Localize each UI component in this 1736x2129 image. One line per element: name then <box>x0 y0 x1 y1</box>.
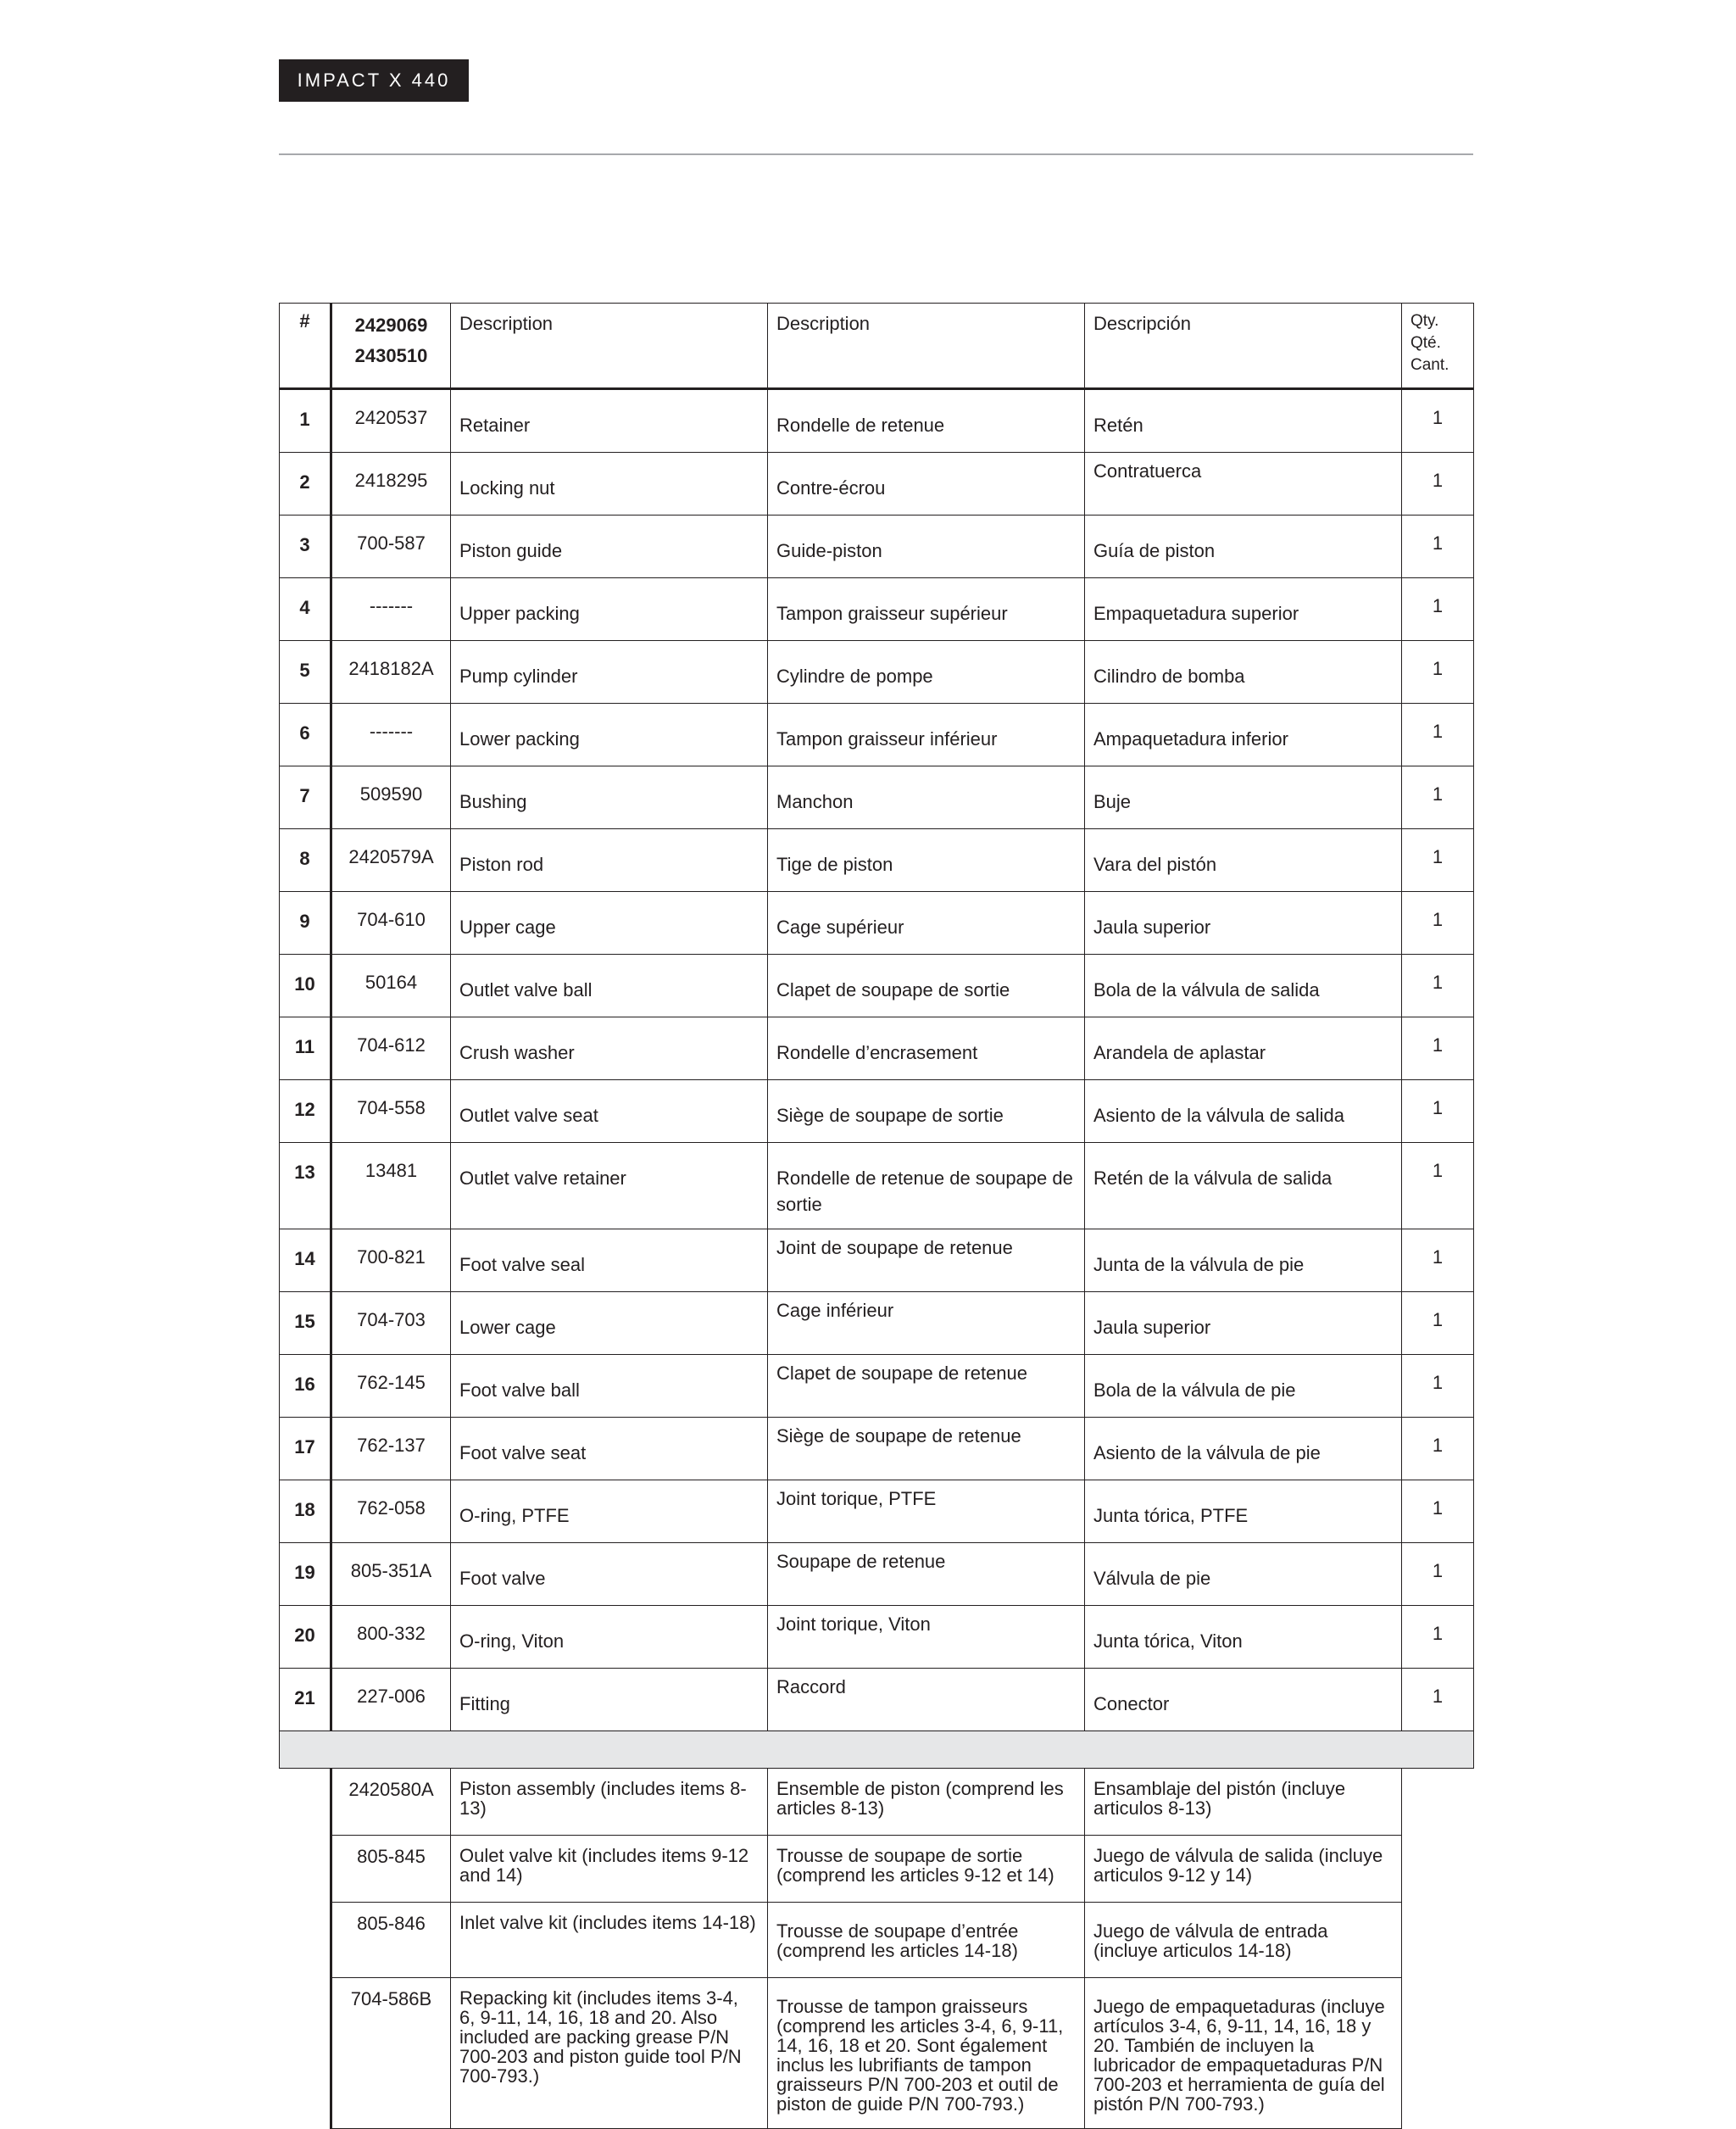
table-row <box>280 829 1474 892</box>
part-number: 762-137 <box>331 1418 451 1480</box>
description-en: O-ring, Viton <box>451 1606 768 1669</box>
part-number: ------- <box>331 578 451 641</box>
part-number: 2420579A <box>331 829 451 892</box>
part-number: 2418182A <box>331 641 451 704</box>
item-number: 16 <box>280 1355 331 1418</box>
description-es: Jaula superior <box>1085 1292 1402 1355</box>
description-fr: Guide-piston <box>768 516 1085 578</box>
separator-band <box>280 1731 1474 1769</box>
description-fr: Clapet de soupape de retenue <box>768 1355 1085 1418</box>
table-row <box>280 389 1474 453</box>
quantity: 1 <box>1402 1143 1474 1229</box>
kit-description-fr: Trousse de soupape d’entrée (comprend les articles 14-18) <box>768 1903 1085 1978</box>
table-row <box>280 516 1474 578</box>
kit-description-es: Ensamblaje del pistón (incluye articulos 8-13) <box>1085 1769 1402 1836</box>
kit-description-en: Inlet valve kit (includes items 14-18) <box>451 1903 768 1978</box>
kit-part-number: 805-846 <box>331 1903 451 1978</box>
item-number: 1 <box>280 389 331 453</box>
part-number: 800-332 <box>331 1606 451 1669</box>
brand-logo: IMPACT X 440 <box>279 59 469 102</box>
parts-table <box>279 303 1474 2129</box>
table-row <box>280 1543 1474 1606</box>
item-number: 12 <box>280 1080 331 1143</box>
part-number: 509590 <box>331 766 451 829</box>
table-row <box>280 766 1474 829</box>
description-en: Retainer <box>451 389 768 453</box>
part-number: 50164 <box>331 955 451 1017</box>
item-number: 20 <box>280 1606 331 1669</box>
table-row <box>280 1355 1474 1418</box>
kit-number-blank <box>280 1769 331 1836</box>
description-fr: Cage inférieur <box>768 1292 1085 1355</box>
description-en: Foot valve seal <box>451 1229 768 1292</box>
description-es: Guía de piston <box>1085 516 1402 578</box>
item-number: 7 <box>280 766 331 829</box>
kit-row <box>280 1903 1474 1978</box>
quantity: 1 <box>1402 1543 1474 1606</box>
description-es: Conector <box>1085 1669 1402 1731</box>
table-row <box>280 1017 1474 1080</box>
kit-description-es: Juego de válvula de salida (incluye articulos 9-12 y 14) <box>1085 1836 1402 1903</box>
table-row <box>280 1669 1474 1731</box>
part-number: 2418295 <box>331 453 451 516</box>
part-number: 704-612 <box>331 1017 451 1080</box>
item-number: 13 <box>280 1143 331 1229</box>
description-es: Junta de la válvula de pie <box>1085 1229 1402 1292</box>
description-fr: Tampon graisseur supérieur <box>768 578 1085 641</box>
part-number: 762-145 <box>331 1355 451 1418</box>
section-separator-row <box>280 1731 1474 1769</box>
description-en: Pump cylinder <box>451 641 768 704</box>
description-en: Foot valve <box>451 1543 768 1606</box>
quantity: 1 <box>1402 1355 1474 1418</box>
quantity: 1 <box>1402 766 1474 829</box>
quantity: 1 <box>1402 1080 1474 1143</box>
kit-description-es: Juego de empaquetaduras (incluye artículos 3-4, 6, 9-11, 14, 16, 18 y 20. También de incluyen la lubricador de empaquetaduras P/N 700-203 et herramienta de guía del pistón P/N 700-793.) <box>1085 1978 1402 2129</box>
header-description-fr: Description <box>768 304 1085 389</box>
header-number: # <box>280 304 331 389</box>
item-number: 15 <box>280 1292 331 1355</box>
kit-part-number: 704-586B <box>331 1978 451 2129</box>
kit-part-number: 2420580A <box>331 1769 451 1836</box>
kit-number-blank <box>280 1836 331 1903</box>
kit-description-en: Repacking kit (includes items 3-4, 6, 9-11, 14, 16, 18 and 20. Also included are packing grease P/N 700-203 and piston guide tool P/N 700-793.) <box>451 1978 768 2129</box>
description-es: Ampaquetadura inferior <box>1085 704 1402 766</box>
description-fr: Rondelle de retenue de soupape de sortie <box>768 1143 1085 1229</box>
table-row <box>280 704 1474 766</box>
kit-description-fr: Ensemble de piston (comprend les articles 8-13) <box>768 1769 1085 1836</box>
part-number: 805-351A <box>331 1543 451 1606</box>
table-row <box>280 1606 1474 1669</box>
description-en: Piston guide <box>451 516 768 578</box>
quantity: 1 <box>1402 1480 1474 1543</box>
item-number: 18 <box>280 1480 331 1543</box>
quantity: 1 <box>1402 389 1474 453</box>
quantity: 1 <box>1402 704 1474 766</box>
description-fr: Contre-écrou <box>768 453 1085 516</box>
description-en: Lower cage <box>451 1292 768 1355</box>
table-row <box>280 1080 1474 1143</box>
description-es: Empaquetadura superior <box>1085 578 1402 641</box>
quantity: 1 <box>1402 641 1474 704</box>
quantity: 1 <box>1402 892 1474 955</box>
kit-description-en: Oulet valve kit (includes items 9-12 and 14) <box>451 1836 768 1903</box>
kit-row <box>280 1769 1474 1836</box>
header-divider <box>279 153 1473 155</box>
description-fr: Cage supérieur <box>768 892 1085 955</box>
description-es: Buje <box>1085 766 1402 829</box>
part-number: 704-703 <box>331 1292 451 1355</box>
header-qty-fr: Qté. <box>1410 334 1441 352</box>
kit-quantity-blank <box>1402 1836 1474 1903</box>
item-number: 5 <box>280 641 331 704</box>
description-es: Vara del pistón <box>1085 829 1402 892</box>
quantity: 1 <box>1402 1669 1474 1731</box>
item-number: 19 <box>280 1543 331 1606</box>
description-en: Lower packing <box>451 704 768 766</box>
description-fr: Joint torique, PTFE <box>768 1480 1085 1543</box>
kit-row <box>280 1836 1474 1903</box>
description-en: Foot valve seat <box>451 1418 768 1480</box>
header-quantity <box>1402 304 1474 389</box>
item-number: 3 <box>280 516 331 578</box>
kit-number-blank <box>280 1978 331 2129</box>
quantity: 1 <box>1402 578 1474 641</box>
kit-part-number: 805-845 <box>331 1836 451 1903</box>
part-number: 704-610 <box>331 892 451 955</box>
description-es: Cilindro de bomba <box>1085 641 1402 704</box>
description-es: Contratuerca <box>1085 453 1402 516</box>
table-row <box>280 1229 1474 1292</box>
item-number: 4 <box>280 578 331 641</box>
kit-quantity-blank <box>1402 1978 1474 2129</box>
kit-description-es: Juego de válvula de entrada (incluye articulos 14-18) <box>1085 1903 1402 1978</box>
description-fr: Clapet de soupape de sortie <box>768 955 1085 1017</box>
description-en: Crush washer <box>451 1017 768 1080</box>
kit-quantity-blank <box>1402 1903 1474 1978</box>
table-header-row <box>280 304 1474 389</box>
description-fr: Siège de soupape de retenue <box>768 1418 1085 1480</box>
quantity: 1 <box>1402 829 1474 892</box>
header-qty-es: Cant. <box>1410 356 1449 374</box>
header-description-en: Description <box>451 304 768 389</box>
description-es: Válvula de pie <box>1085 1543 1402 1606</box>
description-fr: Joint de soupape de retenue <box>768 1229 1085 1292</box>
header-model-numbers <box>331 304 451 389</box>
part-number: 2420537 <box>331 389 451 453</box>
item-number: 8 <box>280 829 331 892</box>
part-number: ------- <box>331 704 451 766</box>
description-en: Locking nut <box>451 453 768 516</box>
description-fr: Cylindre de pompe <box>768 641 1085 704</box>
quantity: 1 <box>1402 1606 1474 1669</box>
table-row <box>280 453 1474 516</box>
description-fr: Raccord <box>768 1669 1085 1731</box>
table-row <box>280 892 1474 955</box>
header-description-es: Descripción <box>1085 304 1402 389</box>
table-row <box>280 955 1474 1017</box>
quantity: 1 <box>1402 453 1474 516</box>
description-es: Asiento de la válvula de salida <box>1085 1080 1402 1143</box>
table-row <box>280 641 1474 704</box>
table-row <box>280 1418 1474 1480</box>
description-fr: Manchon <box>768 766 1085 829</box>
description-es: Asiento de la válvula de pie <box>1085 1418 1402 1480</box>
part-number: 13481 <box>331 1143 451 1229</box>
description-fr: Soupape de retenue <box>768 1543 1085 1606</box>
description-en: Foot valve ball <box>451 1355 768 1418</box>
item-number: 6 <box>280 704 331 766</box>
part-number: 762-058 <box>331 1480 451 1543</box>
description-es: Junta tórica, PTFE <box>1085 1480 1402 1543</box>
kit-row <box>280 1978 1474 2129</box>
item-number: 10 <box>280 955 331 1017</box>
description-es: Retén <box>1085 389 1402 453</box>
description-en: Outlet valve retainer <box>451 1143 768 1229</box>
description-es: Bola de la válvula de pie <box>1085 1355 1402 1418</box>
description-fr: Tige de piston <box>768 829 1085 892</box>
item-number: 14 <box>280 1229 331 1292</box>
kit-quantity-blank <box>1402 1769 1474 1836</box>
quantity: 1 <box>1402 1292 1474 1355</box>
table-row <box>280 1143 1474 1229</box>
item-number: 2 <box>280 453 331 516</box>
part-number: 227-006 <box>331 1669 451 1731</box>
description-en: Outlet valve seat <box>451 1080 768 1143</box>
quantity: 1 <box>1402 1418 1474 1480</box>
quantity: 1 <box>1402 1017 1474 1080</box>
kit-description-fr: Trousse de tampon graisseurs (comprend les articles 3-4, 6, 9-11, 14, 16, 18 et 20. Sont également inclus les lubrifiants de tampon graisseurs P/N 700-203 et outil de piston de guide P/N 700-793.) <box>768 1978 1085 2129</box>
header-model-1: 2429069 <box>354 315 428 336</box>
item-number: 21 <box>280 1669 331 1731</box>
header-qty-en: Qty. <box>1410 312 1439 330</box>
kit-description-fr: Trousse de soupape de sortie (comprend les articles 9-12 et 14) <box>768 1836 1085 1903</box>
table-row <box>280 578 1474 641</box>
description-es: Jaula superior <box>1085 892 1402 955</box>
item-number: 9 <box>280 892 331 955</box>
part-number: 700-587 <box>331 516 451 578</box>
part-number: 700-821 <box>331 1229 451 1292</box>
description-es: Bola de la válvula de salida <box>1085 955 1402 1017</box>
description-fr: Joint torique, Viton <box>768 1606 1085 1669</box>
description-en: Upper cage <box>451 892 768 955</box>
description-en: Bushing <box>451 766 768 829</box>
quantity: 1 <box>1402 516 1474 578</box>
description-fr: Siège de soupape de sortie <box>768 1080 1085 1143</box>
description-en: Upper packing <box>451 578 768 641</box>
quantity: 1 <box>1402 955 1474 1017</box>
description-es: Junta tórica, Viton <box>1085 1606 1402 1669</box>
item-number: 17 <box>280 1418 331 1480</box>
quantity: 1 <box>1402 1229 1474 1292</box>
description-fr: Rondelle d’encrasement <box>768 1017 1085 1080</box>
description-fr: Rondelle de retenue <box>768 389 1085 453</box>
description-en: Piston rod <box>451 829 768 892</box>
item-number: 11 <box>280 1017 331 1080</box>
description-en: O-ring, PTFE <box>451 1480 768 1543</box>
description-en: Outlet valve ball <box>451 955 768 1017</box>
description-es: Retén de la válvula de salida <box>1085 1143 1402 1229</box>
table-row <box>280 1292 1474 1355</box>
header-model-2: 2430510 <box>354 345 428 366</box>
table-row <box>280 1480 1474 1543</box>
kit-description-en: Piston assembly (includes items 8-13) <box>451 1769 768 1836</box>
description-es: Arandela de aplastar <box>1085 1017 1402 1080</box>
part-number: 704-558 <box>331 1080 451 1143</box>
description-fr: Tampon graisseur inférieur <box>768 704 1085 766</box>
description-en: Fitting <box>451 1669 768 1731</box>
kit-number-blank <box>280 1903 331 1978</box>
